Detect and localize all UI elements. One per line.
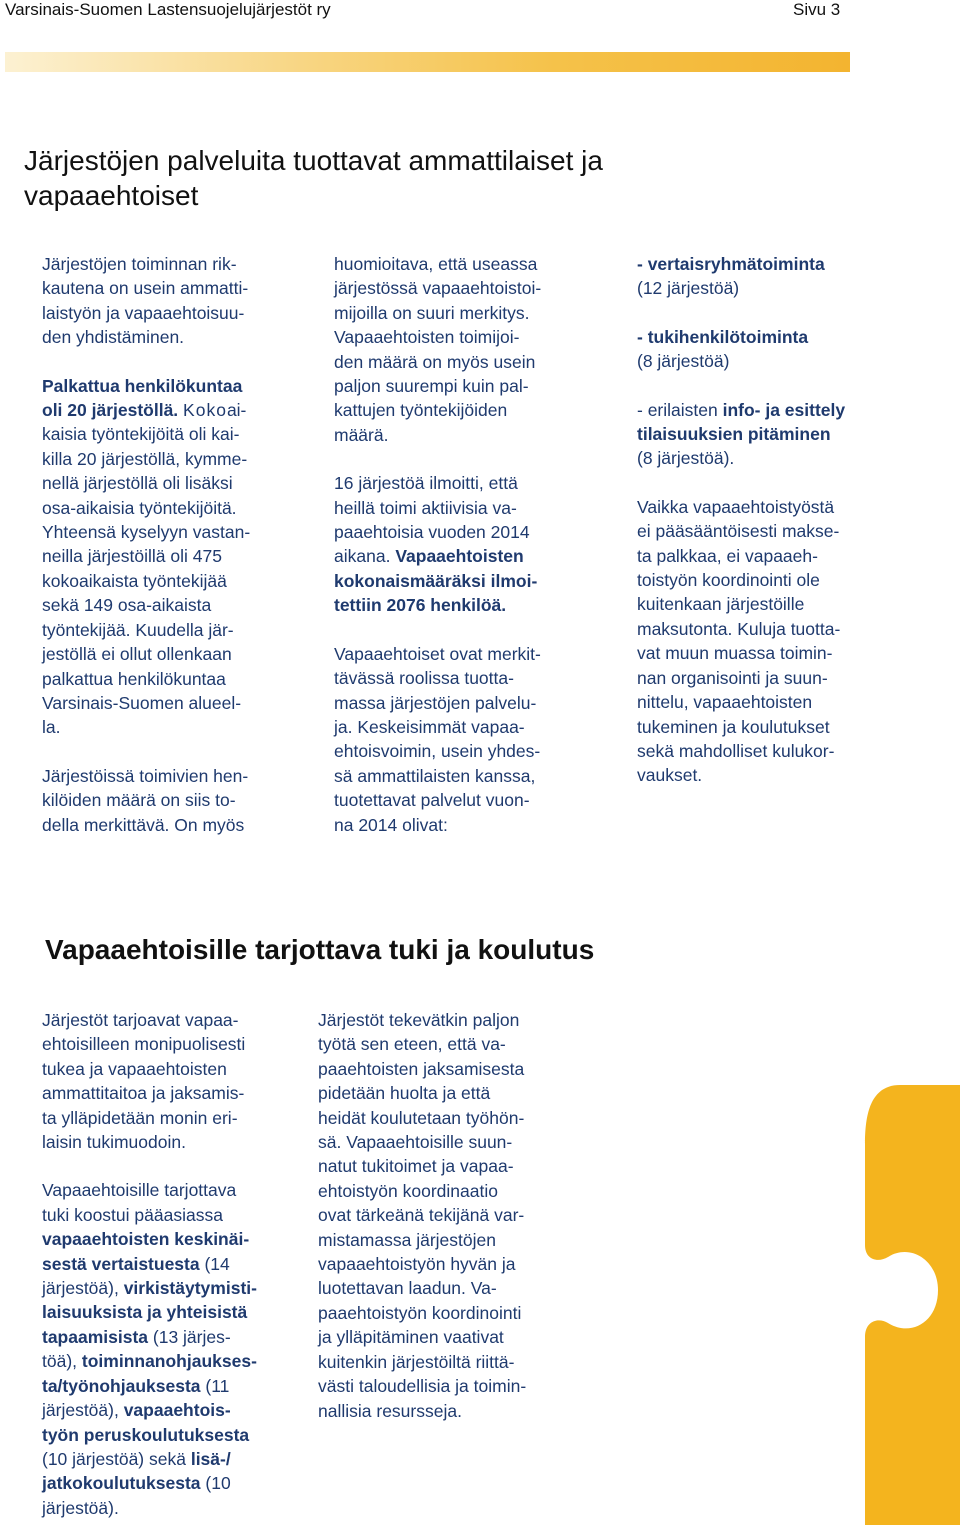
list-item: - tukihenkilötoiminta (8 järjestöä) [637, 326, 809, 372]
section2-column-1 [42, 1008, 312, 1520]
section2-column-2 [318, 1008, 593, 1423]
paragraph: Vapaaehtoiset ovat merkit- tävässä roolissa tuotta- massa järjestöjen palvelu- ja. Keskeisimmät vapaa- ehtoisvoimin, usein yhdes- sä ammattilaisten kanssa, tuotettavat palvelut vuon- na 2014 olivat: [334, 643, 541, 835]
paragraph: Vaikka vapaaehtoistyöstä ei pääsääntöisesti makse- ta palkkaa, ei vapaaeh- toistyön koordinointi ole kuitenkaan järjestöille maksutonta. Kuluja tuotta- vat muun muassa toimin- nan organisointi ja suun- nittelu, vapaaehtoisten tukeminen ja koulutukset sekä mahdolliset kulukor- vaukset. [637, 496, 841, 786]
paragraph: Vapaaehtoisille tarjottava tuki koostui pääasiassa vapaaehtoisten keskinäi- sestä vertaistuesta (14 järjestöä), virkistäytymisti- laisuuksista ja yhteisistä tapaamisista (13 järjes- töä), toiminnanohjaukses- ta/työnohjauksesta (11 järjestöä), vapaaehtois- työn peruskoulutuksesta (10 järjestöä) sekä lisä-/ jatkokoulutuksesta (10 järjestöä). [42, 1180, 257, 1518]
section1-column-1 [42, 252, 297, 837]
list-item: - vertaisryhmätoiminta (12 järjestöä) [637, 254, 825, 299]
section1-column-2 [334, 252, 599, 837]
paragraph: Järjestöissä toimivien hen- kilöiden määrä on siis to- della merkittävä. On myös [42, 765, 249, 835]
list-item: - erilaisten info- ja esittely tilaisuuksien pitäminen (8 järjestöä). [637, 399, 846, 469]
section1-column-3 [637, 252, 937, 788]
paragraph: Järjestöt tarjoavat vapaa- ehtoisilleen monipuolisesti tukea ja vapaaehtoisten ammattitaitoa ja jaksamis- ta ylläpidetään monin eri- laisin tukimuodoin. [42, 1010, 246, 1153]
paragraph: huomioitava, että useassa järjestössä vapaaehtoistoi- mijoilla on suuri merkitys. Vapaaehtoisten toimijoi- den määrä on myös usein paljon suurempi kuin pal- kattujen työntekijöiden määrä. [334, 254, 542, 445]
paragraph: 16 järjestöä ilmoitti, että heillä toimi aktiivisia va- paaehtoisia vuoden 2014 aikana. Vapaaehtoisten kokonaismääräksi ilmoi- tettiin 2076 henkilöä. [334, 473, 538, 616]
header-org-name: Varsinais-Suomen Lastensuojelujärjestöt ry [5, 0, 331, 19]
paragraph: Järjestöjen toiminnan rik- kautena on usein ammatti- laistyön ja vapaaehtoisuu- den yhdistäminen. [42, 254, 249, 348]
header-page-number: Sivu 3 [793, 0, 841, 19]
section-title-volunteer-support: Vapaaehtoisille tarjottava tuki ja koulutus [45, 934, 595, 965]
paragraph: Järjestöt tekevätkin paljon työtä sen eteen, että va- paaehtoisten jaksamisesta pidetään huolta ja että heidät koulutetaan työhön- sä. Vapaaehtoisille suun- natut tukitoimet ja vapaa- ehtoistyön koordinaatio ovat tärkeänä tekijänä var- mistamassa järjestöjen vapaaehtoistyön hyvän ja luotettavan laadun. Va- paaehtoistyön koordinointi ja ylläpitäminen vaativat kuitenkin järjestöiltä riittä- västi taloudellisia ja toimin- nallisia resursseja. [318, 1010, 527, 1421]
puzzle-piece-icon [860, 1085, 960, 1525]
header-accent-bar [5, 52, 850, 72]
section-title-professionals: Järjestöjen palveluita tuottavat ammattilaiset ja vapaaehtoiset [24, 145, 603, 211]
paragraph: Palkattua henkilökuntaa oli 20 järjestöllä. Kokoai- kaisia työntekijöitä oli kai- killa 20 järjestöllä, kymme- nellä järjestöllä oli lisäksi osa-aikaisia työntekijöitä. Yhteensä kyselyyn vastan- neilla järjestöillä oli 475 kokoaikaista työntekijää sekä 149 osa-aikaista työntekijää. Kuudella jär- jestöllä ei ollut ollenkaan palkattua henkilökuntaa Varsinais-Suomen alueel- la. [42, 375, 251, 738]
